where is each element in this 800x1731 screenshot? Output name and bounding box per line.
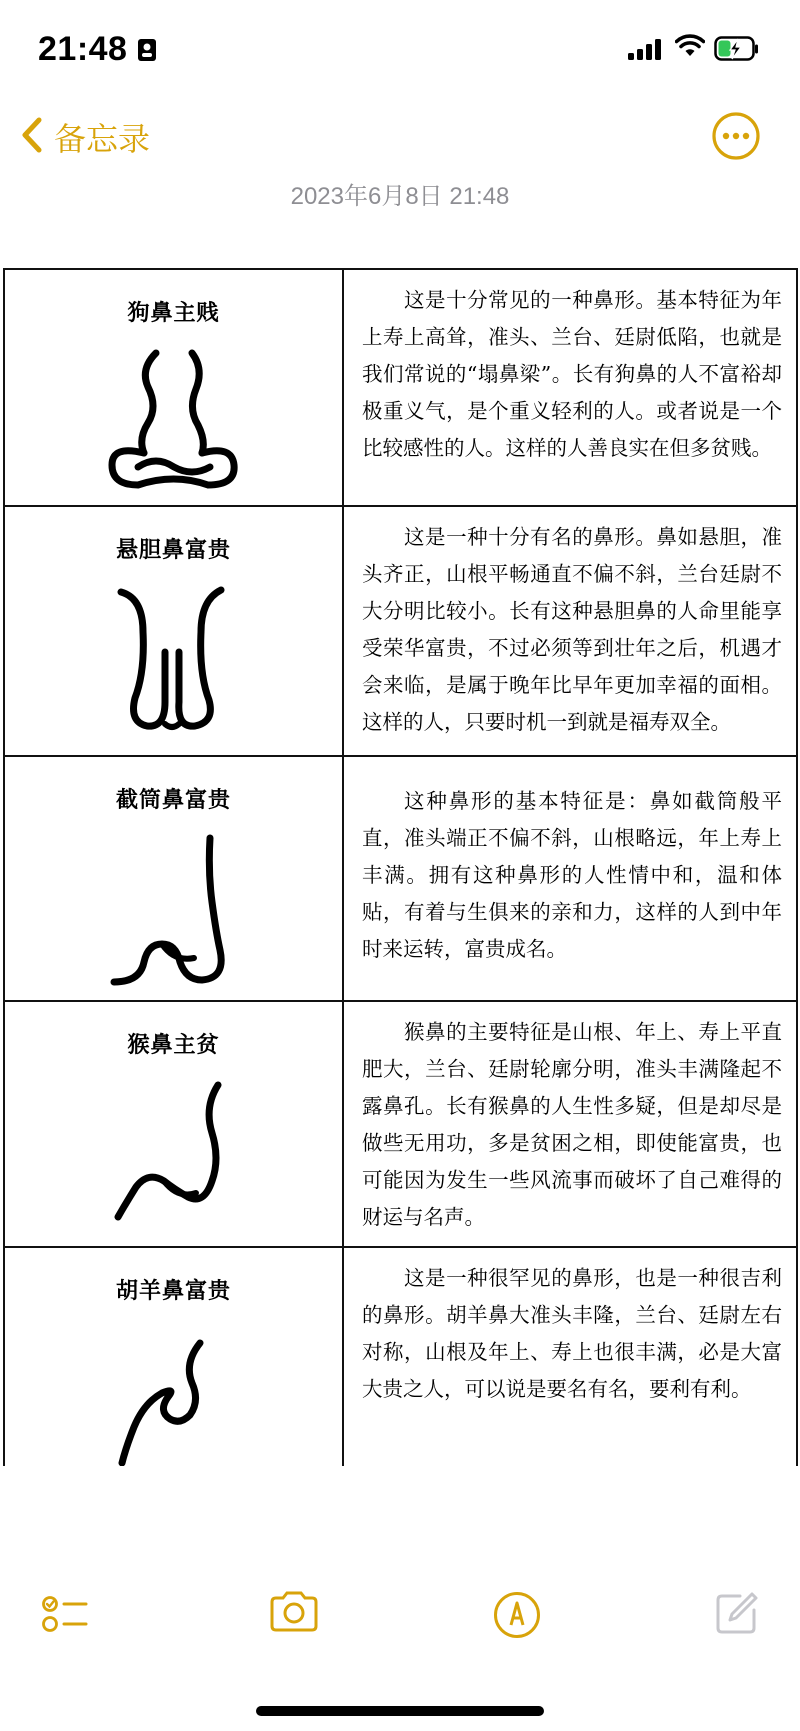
checklist-button[interactable] xyxy=(40,1590,92,1646)
back-button[interactable] xyxy=(20,112,150,162)
home-indicator[interactable] xyxy=(256,1706,544,1716)
monkey-nose-drawing xyxy=(104,1077,244,1227)
table-row xyxy=(4,506,797,756)
sheep-nose-drawing xyxy=(104,1323,244,1466)
table-row xyxy=(4,1001,797,1247)
note-attachment-image[interactable] xyxy=(0,268,800,1466)
status-time: 21:48 xyxy=(38,30,128,68)
nose-description: 这是十分常见的一种鼻形。基本特征为年上寿上高耸，准头、兰台、廷尉低陷，也就是我们常说的“塌鼻梁”。长有狗鼻的人不富裕却极重义气，是个重义轻利的人。或者说是一个比较感性的人。这样的人善良实在但多贫贱。 xyxy=(362,288,782,460)
table-row xyxy=(4,756,797,1001)
wifi-icon xyxy=(675,34,705,62)
camera-button[interactable] xyxy=(268,1590,320,1638)
navigation-bar xyxy=(0,100,800,180)
markup-button[interactable] xyxy=(492,1590,542,1644)
compose-button[interactable] xyxy=(714,1590,760,1640)
nose-title: 悬胆鼻富贵 xyxy=(115,538,231,563)
tube-nose-drawing xyxy=(104,832,244,992)
signal-icon xyxy=(628,38,664,64)
camera-icon xyxy=(268,1619,320,1638)
markup-pen-icon xyxy=(492,1625,542,1644)
id-card-icon xyxy=(137,38,157,66)
table-row xyxy=(4,269,797,506)
bottom-toolbar xyxy=(0,1590,800,1660)
nose-description: 猴鼻的主要特征是山根、年上、寿上平直肥大，兰台、廷尉轮廓分明，准头丰满隆起不露鼻孔。长有猴鼻的人生性多疑，但是却尽是做些无用功，多是贫困之相，即使能富贵，也可能因为发生一些风流事而破坏了自己难得的财运与名声。 xyxy=(362,1020,782,1229)
nose-title: 狗鼻主贱 xyxy=(127,301,220,326)
checklist-icon xyxy=(40,1627,92,1646)
nose-title: 猴鼻主贫 xyxy=(127,1033,220,1058)
nose-table xyxy=(3,268,798,1466)
more-button[interactable] xyxy=(710,110,762,162)
status-bar xyxy=(0,0,800,100)
ellipsis-circle-icon xyxy=(710,147,762,166)
compose-icon xyxy=(714,1621,760,1640)
nose-description: 这是一种很罕见的鼻形，也是一种很吉利的鼻形。胡羊鼻大准头丰隆，兰台、廷尉左右对称，山根及年上、寿上也很丰满，必是大富大贵之人，可以说是要名有名，要利有利。 xyxy=(362,1266,782,1401)
dog-nose-drawing xyxy=(104,345,244,495)
nose-description: 这种鼻形的基本特征是：鼻如截筒般平直，准头端正不偏不斜，山根略远，年上寿上丰满。拥有这种鼻形的人性情中和，温和体贴，有着与生俱来的亲和力，这样的人到中年时来运转，富贵成名。 xyxy=(362,789,782,961)
nose-title: 截筒鼻富贵 xyxy=(115,788,231,813)
battery-charging-icon xyxy=(714,36,760,66)
note-date: 2023年6月8日 21:48 xyxy=(290,183,510,210)
table-row xyxy=(4,1247,797,1466)
nose-description: 这是一种十分有名的鼻形。鼻如悬胆，准头齐正，山根平畅通直不偏不斜，兰台廷尉不大分明比较小。长有这种悬胆鼻的人命里能享受荣华富贵，不过必须等到壮年之后，机遇才会来临，是属于晚年比早年更加幸福的面相。这样的人，只要时机一到就是福寿双全。 xyxy=(362,525,782,734)
back-label: 备忘录 xyxy=(54,120,151,158)
gallbladder-nose-drawing xyxy=(109,582,239,742)
chevron-left-icon xyxy=(20,116,44,158)
nose-title: 胡羊鼻富贵 xyxy=(115,1279,231,1304)
